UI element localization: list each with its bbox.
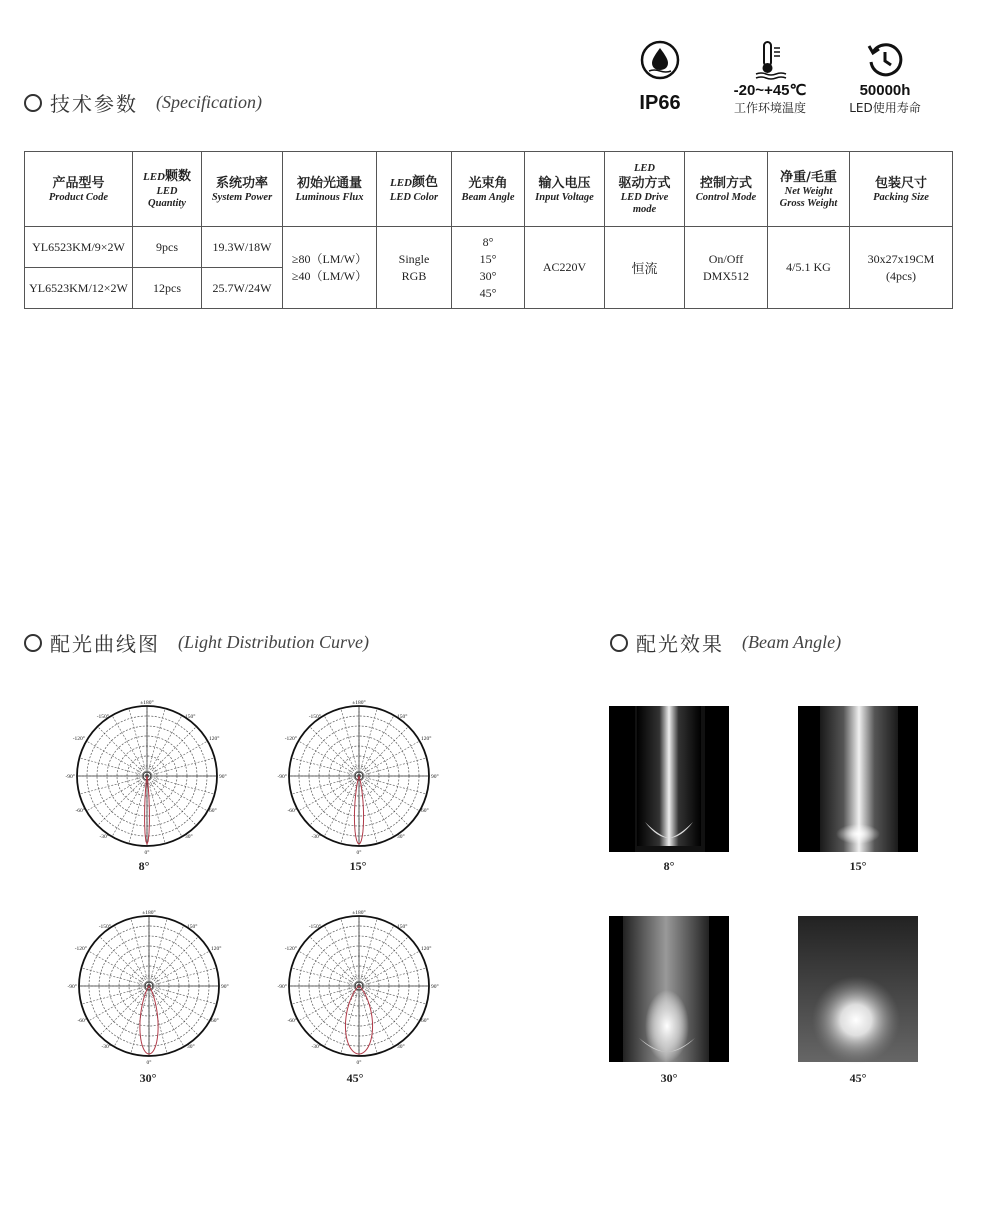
polar-angle-label: -60°	[287, 1018, 297, 1024]
cell-product-code: YL6523KM/9×2W	[25, 227, 133, 268]
curve-section-title	[24, 628, 369, 657]
polar-angle-label: -90°	[277, 774, 287, 780]
polar-angle-label: 0°	[144, 850, 150, 856]
polar-angle-label: 90°	[431, 774, 439, 780]
polar-angle-label: ±180°	[142, 910, 156, 916]
polar-angle-label: 150°	[187, 924, 198, 930]
beam-caption: 30°	[660, 1071, 678, 1085]
cell-system-power: 25.7W/24W	[202, 268, 283, 309]
cell-led-quantity: 9pcs	[133, 227, 202, 268]
ip-rating: IP66	[639, 92, 681, 114]
polar-angle-label: -60°	[77, 1018, 87, 1024]
polar-angle-label: -120°	[72, 736, 85, 742]
curve-caption: 15°	[349, 859, 367, 873]
cell-beam-angle: 8° 15° 30° 45°	[452, 227, 525, 309]
beam-render	[609, 916, 729, 1062]
polar-angle-label: 60°	[209, 808, 217, 814]
curve-title-en: (Light Distribution Curve)	[178, 632, 370, 652]
polar-angle-label: -90°	[65, 774, 75, 780]
polar-angle-label: 90°	[431, 984, 439, 990]
polar-angle-label: ±180°	[352, 700, 366, 706]
circle-bullet-icon	[24, 94, 42, 112]
life-label: LED使用寿命	[849, 101, 921, 115]
header-weight: 净重/毛重 Net Weight Gross Weight	[768, 152, 850, 227]
polar-angle-label: -90°	[67, 984, 77, 990]
beam-image	[609, 916, 729, 1062]
polar-angle-label: -150°	[308, 924, 321, 930]
polar-chart	[67, 907, 234, 1072]
polar-angle-label: 60°	[211, 1018, 219, 1024]
polar-angle-label: ±180°	[352, 910, 366, 916]
polar-angle-label: -120°	[284, 946, 297, 952]
beam-caption: 15°	[849, 859, 867, 873]
spec-table	[24, 151, 953, 309]
polar-angle-label: 30°	[397, 834, 405, 840]
curve-caption: 45°	[346, 1071, 364, 1085]
beam-render	[609, 706, 729, 852]
polar-angle-label: 150°	[397, 924, 408, 930]
spec-title-cn: 技术参数	[50, 92, 138, 116]
polar-angle-label: 90°	[221, 984, 229, 990]
cell-luminous-flux: ≥80（LM/W） ≥40（LM/W）	[283, 227, 377, 309]
beam-title-en: (Beam Angle)	[742, 632, 842, 652]
circle-bullet-icon	[610, 634, 628, 652]
cell-drive-mode: 恒流	[605, 227, 685, 309]
table-row	[25, 227, 953, 268]
header-led-quantity: LED颗数 LED Quantity	[133, 152, 202, 227]
polar-angle-label: -150°	[308, 714, 321, 720]
polar-angle-label: -30°	[101, 1044, 111, 1050]
polar-angle-label: -120°	[74, 946, 87, 952]
polar-angle-label: 120°	[421, 946, 432, 952]
beam-image	[798, 916, 918, 1062]
polar-angle-label: 0°	[356, 1060, 362, 1066]
header-luminous-flux: 初始光通量 Luminous Flux	[283, 152, 377, 227]
temp-label: 工作环境温度	[733, 101, 806, 115]
header-input-voltage: 输入电压 Input Voltage	[525, 152, 605, 227]
polar-angle-label: -30°	[99, 834, 109, 840]
polar-angle-label: 120°	[211, 946, 222, 952]
beam-title-cn: 配光效果	[636, 632, 724, 656]
polar-angle-label: 90°	[219, 774, 227, 780]
polar-chart	[277, 907, 444, 1072]
cell-led-quantity: 12pcs	[133, 268, 202, 309]
polar-chart	[277, 697, 444, 862]
feature-badges	[620, 40, 940, 120]
polar-angle-label: 150°	[185, 714, 196, 720]
curve-caption: 30°	[139, 1071, 157, 1085]
beam-image	[609, 706, 729, 852]
circle-bullet-icon	[24, 634, 42, 652]
polar-angle-label: 0°	[356, 850, 362, 856]
polar-angle-label: 120°	[209, 736, 220, 742]
polar-angle-label: 150°	[397, 714, 408, 720]
polar-chart	[65, 697, 232, 862]
spec-title-en: (Specification)	[156, 92, 262, 112]
temp-badge	[715, 40, 825, 116]
polar-angle-label: -90°	[277, 984, 287, 990]
clock-history-icon	[865, 40, 905, 80]
temp-range: -20~+45℃	[733, 82, 807, 99]
beam-caption: 8°	[663, 859, 675, 873]
cell-led-color: Single RGB	[377, 227, 452, 309]
header-control-mode: 控制方式 Control Mode	[685, 152, 768, 227]
thermometer-icon	[750, 40, 790, 80]
polar-angle-label: 60°	[421, 808, 429, 814]
beam-render	[798, 706, 918, 852]
header-drive-mode: LED 驱动方式 LED Drive mode	[605, 152, 685, 227]
polar-angle-label: -150°	[96, 714, 109, 720]
cell-system-power: 19.3W/18W	[202, 227, 283, 268]
polar-angle-label: 30°	[397, 1044, 405, 1050]
life-badge	[835, 40, 935, 116]
polar-angle-label: 60°	[421, 1018, 429, 1024]
polar-angle-label: 30°	[185, 834, 193, 840]
table-header-row	[25, 152, 953, 227]
cell-control-mode: On/Off DMX512	[685, 227, 768, 309]
beam-section-title	[610, 628, 841, 657]
polar-angle-label: 120°	[421, 736, 432, 742]
polar-angle-label: -150°	[98, 924, 111, 930]
curve-caption: 8°	[138, 859, 150, 873]
header-packing-size: 包装尺寸 Packing Size	[850, 152, 953, 227]
header-led-color: LED颜色 LED Color	[377, 152, 452, 227]
polar-angle-label: -30°	[311, 834, 321, 840]
curve-title-cn: 配光曲线图	[50, 632, 160, 656]
header-beam-angle: 光束角 Beam Angle	[452, 152, 525, 227]
beam-render	[798, 916, 918, 1062]
header-product-code: 产品型号 Product Code	[25, 152, 133, 227]
spec-section-title	[24, 88, 262, 117]
life-value: 50000h	[859, 82, 911, 99]
cell-weight: 4/5.1 KG	[768, 227, 850, 309]
header-system-power: 系统功率 System Power	[202, 152, 283, 227]
polar-angle-label: 30°	[187, 1044, 195, 1050]
water-drop-icon	[640, 40, 680, 80]
polar-angle-label: -60°	[287, 808, 297, 814]
cell-input-voltage: AC220V	[525, 227, 605, 309]
ip-badge	[620, 40, 700, 114]
polar-angle-label: -60°	[75, 808, 85, 814]
beam-caption: 45°	[849, 1071, 867, 1085]
polar-angle-label: -120°	[284, 736, 297, 742]
cell-product-code: YL6523KM/12×2W	[25, 268, 133, 309]
cell-packing-size: 30x27x19CM (4pcs)	[850, 227, 953, 309]
polar-angle-label: ±180°	[140, 700, 154, 706]
beam-image	[798, 706, 918, 852]
polar-angle-label: 0°	[146, 1060, 152, 1066]
polar-angle-label: -30°	[311, 1044, 321, 1050]
